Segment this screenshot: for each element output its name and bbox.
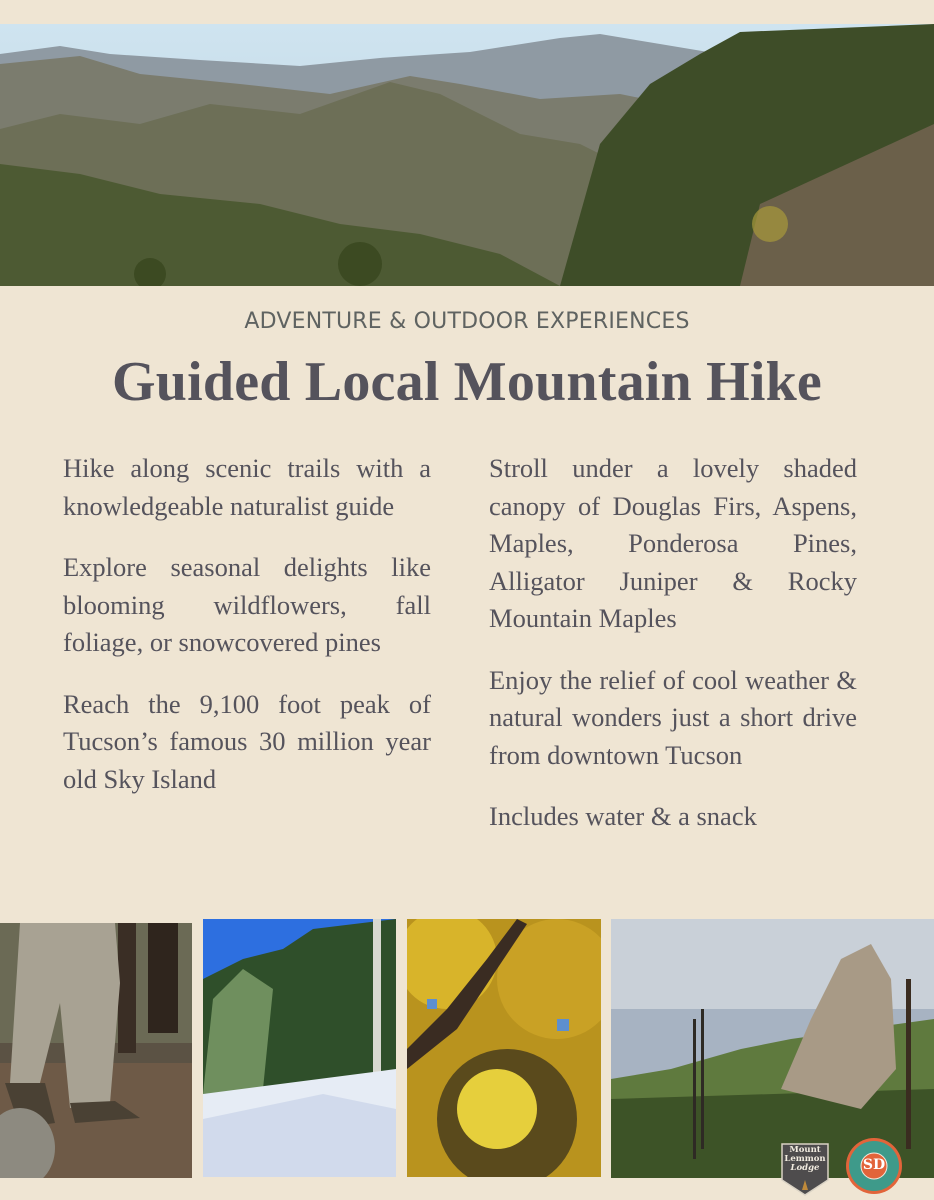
hiker-boots-photo xyxy=(0,923,192,1178)
feature-text: Stroll under a lovely shaded canopy of Douglas Firs, Aspens, Maples, Ponderosa Pines, Alligator Juniper & Rocky Mountain Maples xyxy=(489,453,857,633)
feature-text: Reach the 9,100 foot peak of Tucson’s famous 30 million year old Sky Island xyxy=(63,688,431,794)
mountain-landscape-image xyxy=(0,24,934,286)
category-subtitle: ADVENTURE & OUTDOOR EXPERIENCES xyxy=(244,309,690,334)
feature-text: Hike along scenic trails with a knowledgeable naturalist guide xyxy=(63,453,431,521)
feature-text: Explore seasonal delights like blooming wildflowers, fall foliage, or snowcovered pines xyxy=(63,552,431,657)
features-left-column xyxy=(63,450,431,822)
features-right-column xyxy=(489,450,857,860)
mount-lemmon-lodge-logo: Mount Lemmon Lodge xyxy=(780,1140,830,1196)
page-title: Guided Local Mountain Hike xyxy=(112,351,822,413)
feature-text: Enjoy the relief of cool weather & natural wonders just a short drive from downtown Tucson xyxy=(489,664,857,770)
autumn-maple-photo xyxy=(407,919,601,1177)
snowy-trail-photo xyxy=(203,919,396,1177)
feature-text: Includes water & a snack xyxy=(489,801,757,831)
southwest-discoveries-logo: SD xyxy=(845,1137,903,1195)
hero-mountain-photo xyxy=(0,24,934,286)
